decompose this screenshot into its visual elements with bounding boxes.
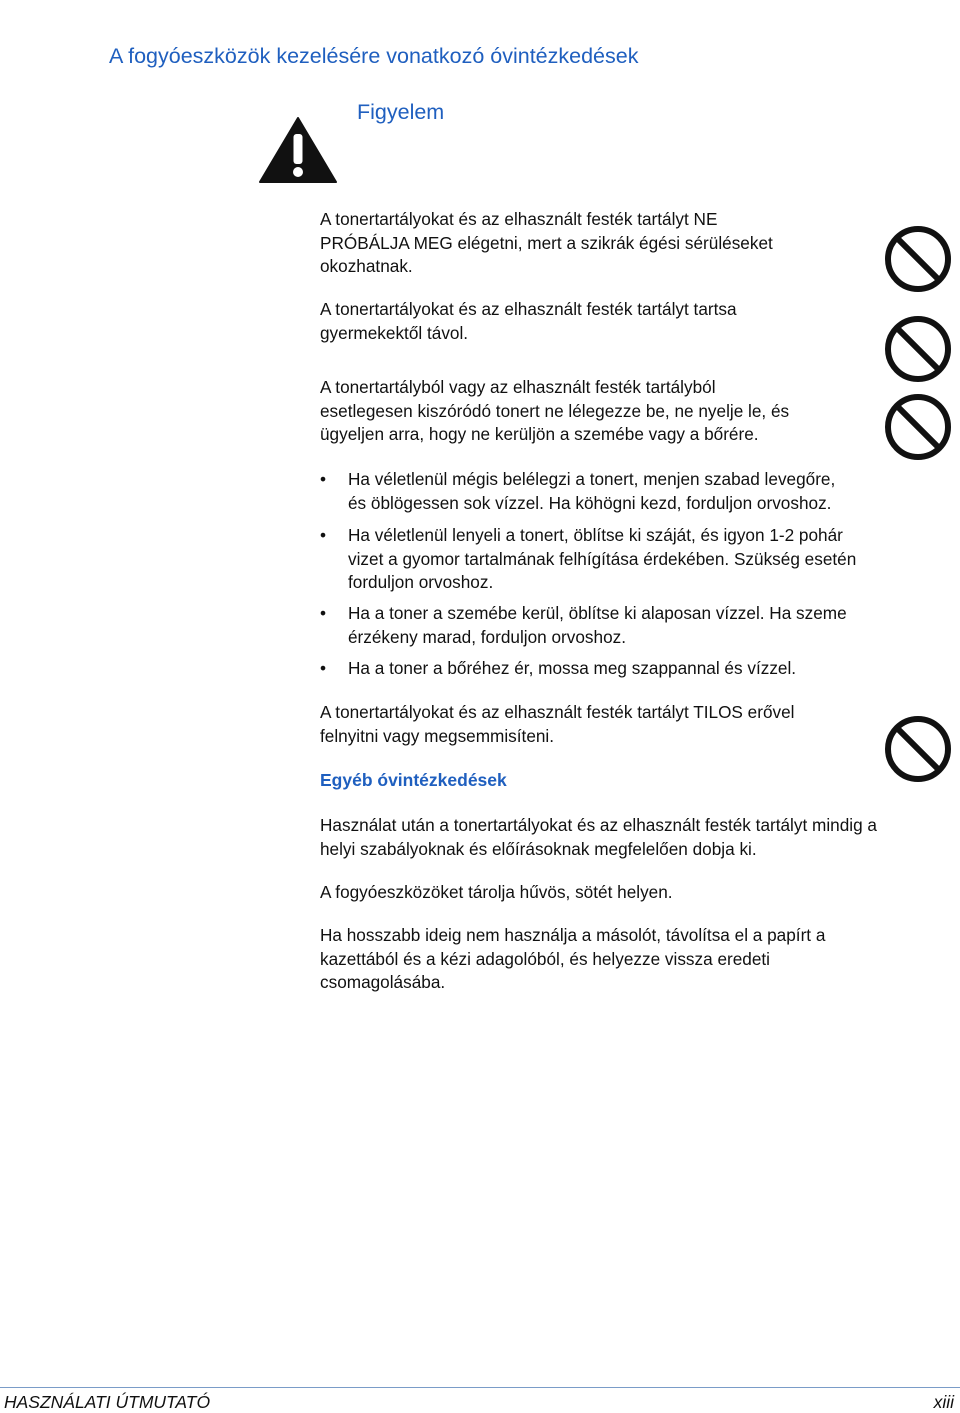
text-line: helyi szabályoknak és előírásoknak megfelelően dobja ki.	[320, 838, 757, 859]
paragraph-storage	[320, 881, 673, 905]
text-line: Ha véletlenül mégis belélegzi a tonert, menjen szabad levegőre,	[348, 469, 836, 489]
text-line: A fogyóeszközöket tárolja hűvös, sötét helyen.	[320, 882, 673, 902]
text-line: érzékeny marad, forduljon orvoshoz.	[348, 626, 627, 647]
text-line: A tonertartályokat és az elhasznált festék tartályt NE	[320, 209, 718, 229]
list-item	[320, 657, 796, 681]
list-item	[320, 468, 835, 515]
text-line: felnyitni vagy megsemmisíteni.	[320, 725, 555, 746]
list-item	[320, 524, 856, 595]
paragraph-no-burn	[320, 208, 773, 279]
paragraph-children	[320, 298, 737, 345]
bullet-icon: •	[320, 469, 327, 489]
bullet-icon: •	[320, 525, 327, 545]
paragraph-inhale	[320, 376, 789, 447]
text-line: okozhatnak.	[320, 256, 413, 276]
text-line: A tonertartályból vagy az elhasznált festék tartályból	[320, 377, 716, 397]
text-line: A tonertartályokat és az elhasznált festék tartályt TILOS erővel	[320, 702, 795, 722]
text-line: Ha a toner a bőréhez ér, mossa meg szappannal és vízzel.	[348, 658, 797, 678]
text-line: Ha hosszabb ideig nem használja a másolót, távolítsa el a papírt a	[320, 925, 826, 945]
text-line: Használat után a tonertartályokat és az elhasznált festék tartályt mindig a	[320, 815, 877, 835]
prohibition-icon	[884, 393, 952, 461]
bullet-icon: •	[320, 658, 327, 678]
section-title: Egyéb óvintézkedések	[320, 770, 507, 790]
warning-triangle-icon	[258, 116, 338, 184]
paragraph-disposal	[320, 814, 877, 861]
prohibition-icon	[884, 315, 952, 383]
text-line: csomagolásába.	[320, 972, 446, 992]
text-line: A tonertartályokat és az elhasznált festék tartályt tartsa	[320, 299, 737, 319]
text-line: kazettából és a kézi adagolóból, és helyezze vissza eredeti	[320, 948, 771, 969]
text-line: és öblögessen sok vízzel. Ha köhögni kezd, forduljon orvoshoz.	[348, 492, 832, 513]
paragraph-long-term	[320, 924, 825, 995]
text-line: gyermekektől távol.	[320, 322, 469, 343]
text-line: Ha a toner a szemébe kerül, öblítse ki alaposan vízzel. Ha szeme	[348, 603, 847, 623]
page-title: A fogyóeszközök kezelésére vonatkozó óvintézkedések	[109, 44, 639, 68]
prohibition-icon	[884, 715, 952, 783]
text-line: esetlegesen kiszóródó tonert ne lélegezze be, ne nyelje le, és	[320, 400, 790, 421]
warning-title: Figyelem	[357, 100, 445, 124]
bullet-icon: •	[320, 603, 327, 623]
text-line: vizet a gyomor tartalmának felhígítása érdekében. Szükség esetén	[348, 548, 857, 569]
text-line: forduljon orvoshoz.	[348, 572, 494, 592]
footer-rule	[0, 1387, 960, 1388]
prohibition-icon	[884, 225, 952, 293]
footer-title: HASZNÁLATI ÚTMUTATÓ	[4, 1392, 211, 1412]
list-item	[320, 602, 847, 649]
page-number: xiii	[933, 1392, 954, 1412]
text-line: PRÓBÁLJA MEG elégetni, mert a szikrák égési sérüléseket	[320, 232, 773, 253]
text-line: ügyeljen arra, hogy ne kerüljön a szemébe vagy a bőrére.	[320, 424, 759, 444]
paragraph-no-open	[320, 701, 795, 748]
text-line: Ha véletlenül lenyeli a tonert, öblítse ki száját, és igyon 1-2 pohár	[348, 525, 843, 545]
